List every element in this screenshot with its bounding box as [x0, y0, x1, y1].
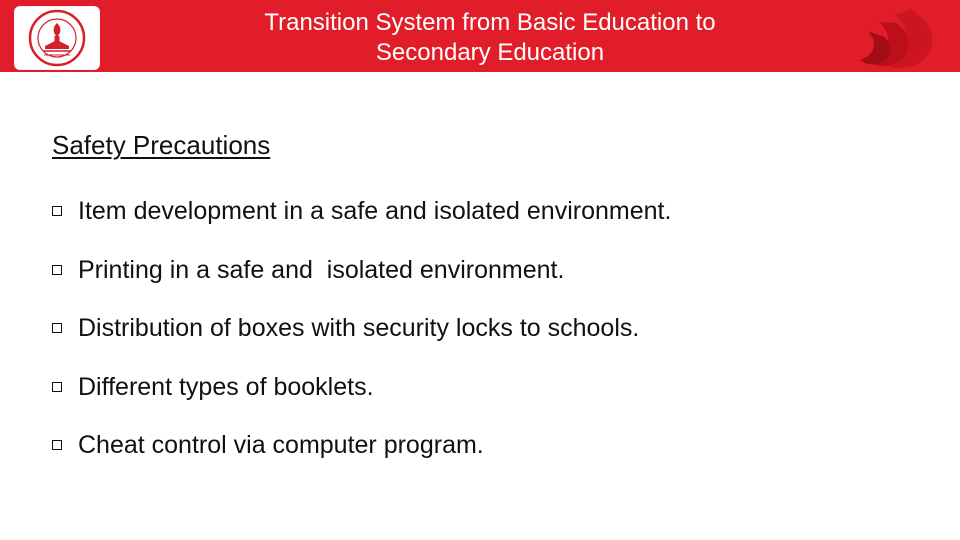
bullet-list	[52, 182, 912, 475]
bullet-text: Item development in a safe and isolated environment.	[78, 197, 672, 226]
bullet-item	[52, 182, 912, 241]
square-bullet-icon	[52, 323, 62, 333]
slide-title: Transition System from Basic Education to Secondary Education	[264, 9, 716, 66]
square-bullet-icon	[52, 206, 62, 216]
bullet-text: Printing in a safe and isolated environment.	[78, 255, 565, 284]
bullet-item	[52, 241, 912, 300]
section-title: Safety Precautions	[52, 130, 271, 160]
bullet-text: Cheat control via computer program.	[78, 431, 484, 460]
square-bullet-icon	[52, 440, 62, 450]
logo-seal-icon	[18, 9, 96, 67]
header-bar	[0, 0, 960, 72]
bullet-item	[52, 299, 912, 358]
ministry-seal-logo-icon	[14, 6, 100, 70]
flame-icon	[850, 6, 950, 72]
bullet-item	[52, 416, 912, 475]
bullet-item	[52, 358, 912, 417]
bullet-text: Different types of booklets.	[78, 372, 374, 401]
bullet-text: Distribution of boxes with security locks to schools.	[78, 314, 640, 343]
square-bullet-icon	[52, 265, 62, 275]
square-bullet-icon	[52, 382, 62, 392]
